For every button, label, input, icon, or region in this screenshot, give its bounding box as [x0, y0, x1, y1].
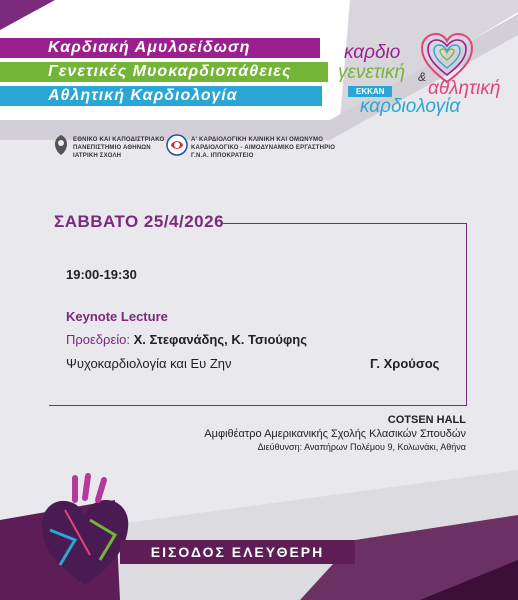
- logo-word-kardio: καρδιο: [344, 42, 401, 63]
- institution-left: [73, 136, 164, 160]
- institution-left-line: ΕΘΝΙΚΟ ΚΑΙ ΚΑΠΟΔΙΣΤΡΙΑΚΟ: [73, 137, 165, 143]
- talk-title: Ψυχοκαρδιολογία και Ευ Ζην: [66, 356, 232, 371]
- institution-left-line: ΠΑΝΕΠΙΣΤΗΜΙΟ ΑΘΗΝΩΝ: [73, 145, 151, 151]
- frame-top-line: [222, 223, 467, 224]
- session-title: Keynote Lecture: [66, 309, 168, 324]
- chair-label: Προεδρείο:: [66, 332, 130, 347]
- institution-right-line: Γ.Ν.Α. ΙΠΠΟΚΡΑΤΕΙΟ: [191, 153, 254, 159]
- logo-word-genetic: γενετική: [338, 62, 406, 83]
- logo-word-athletic: αθλητική: [428, 78, 501, 99]
- venue-place: Αμφιθέατρο Αμερικανικής Σχολής Κλασικών Σπουδών: [204, 428, 466, 440]
- speaker-name: Γ. Χρούσος: [370, 356, 440, 371]
- topic-bar-sports: Αθλητική Καρδιολογία: [0, 86, 322, 106]
- institution-right-line: Α' ΚΑΡΔΙΟΛΟΓΙΚΗ ΚΛΙΝΙΚΗ ΚΑΙ ΟΜΩΝΥΜΟ: [191, 137, 324, 143]
- logo-ampersand: &: [418, 70, 427, 84]
- logo-badge: ΕΚΚΑΝ: [348, 86, 392, 97]
- event-logo: [338, 30, 501, 120]
- session-chair: [66, 332, 307, 347]
- institution-right-line: ΚΑΡΔΙΟΛΟΓΙΚΟ - ΑΙΜΟΔΥΝΑΜΙΚΟ ΕΡΓΑΣΤΗΡΙΟ: [191, 145, 336, 151]
- topic-bar-amyloidosis: Καρδιακή Αμυλοείδωση: [0, 38, 320, 58]
- institution-right: [191, 136, 335, 160]
- institution-left-line: ΙΑΤΡΙΚΗ ΣΧΟΛΗ: [73, 153, 122, 159]
- event-date: ΣΑΒΒΑΤΟ 25/4/2026: [54, 212, 225, 231]
- chair-names: Χ. Στεφανάδης, Κ. Τσιούφης: [133, 332, 307, 347]
- hospital-clinic-logo-icon: [166, 134, 188, 156]
- venue-address: Διεύθυνση: Αναπήρων Πολέμου 9, Κολωνάκι, Αθήνα: [257, 442, 466, 452]
- logo-word-cardiology: καρδιολογία: [360, 96, 461, 117]
- venue-hall: COTSEN HALL: [387, 414, 466, 426]
- heart-illustration-icon: [30, 470, 140, 590]
- session-time: 19:00-19:30: [66, 267, 137, 282]
- topic-bar-genetic: Γενετικές Μυοκαρδιοπάθειες: [0, 62, 328, 82]
- university-logo-icon: [52, 134, 70, 156]
- free-entry-banner: ΕΙΣΟΔΟΣ ΕΛΕΥΘΕΡΗ: [120, 540, 355, 564]
